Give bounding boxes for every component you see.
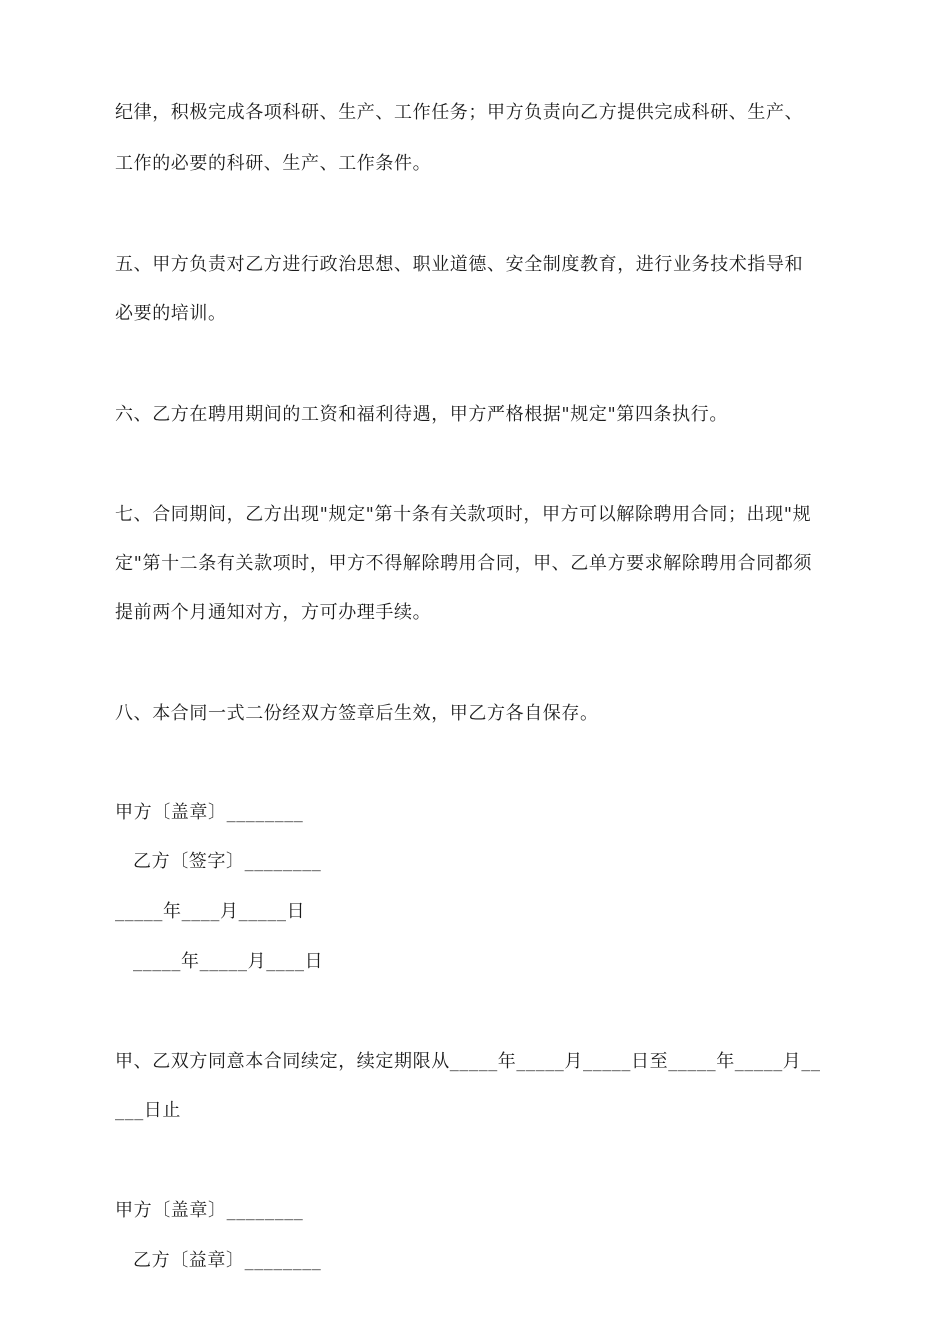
clause-8: 八、本合同一式二份经双方签章后生效，甲乙方各自保存。	[115, 703, 599, 724]
party-a-seal-line: 甲方〔盖章〕________	[115, 802, 304, 823]
renewal-party-b-seal-line: 乙方〔益章〕________	[133, 1250, 322, 1271]
clause-6: 六、乙方在聘用期间的工资和福利待遇，甲方严格根据"规定"第四条执行。	[115, 404, 728, 425]
party-b-date-line: _____年_____月____日	[133, 951, 324, 972]
clause-7-line-2: 定"第十二条有关款项时，甲方不得解除聘用合同，甲、乙单方要求解除聘用合同都须	[115, 553, 813, 574]
paragraph-4-line-2: 工作的必要的科研、生产、工作条件。	[115, 153, 432, 174]
party-a-date-line: _____年____月_____日	[115, 901, 306, 922]
clause-7-line-3: 提前两个月通知对方，方可办理手续。	[115, 602, 432, 623]
renewal-line-2: ___日止	[115, 1100, 181, 1121]
party-b-signature-line: 乙方〔签字〕________	[133, 851, 322, 872]
clause-5-line-1: 五、甲方负责对乙方进行政治思想、职业道德、安全制度教育，进行业务技术指导和	[115, 254, 804, 275]
clause-7-line-1: 七、合同期间，乙方出现"规定"第十条有关款项时，甲方可以解除聘用合同；出现"规	[115, 504, 812, 525]
clause-5-line-2: 必要的培训。	[115, 303, 227, 324]
renewal-line-1: 甲、乙双方同意本合同续定，续定期限从_____年_____月_____日至_____年_____月__	[115, 1051, 821, 1072]
paragraph-4-line-1: 纪律，积极完成各项科研、生产、工作任务；甲方负责向乙方提供完成科研、生产、	[115, 102, 804, 123]
renewal-party-a-seal-line: 甲方〔盖章〕________	[115, 1200, 304, 1221]
